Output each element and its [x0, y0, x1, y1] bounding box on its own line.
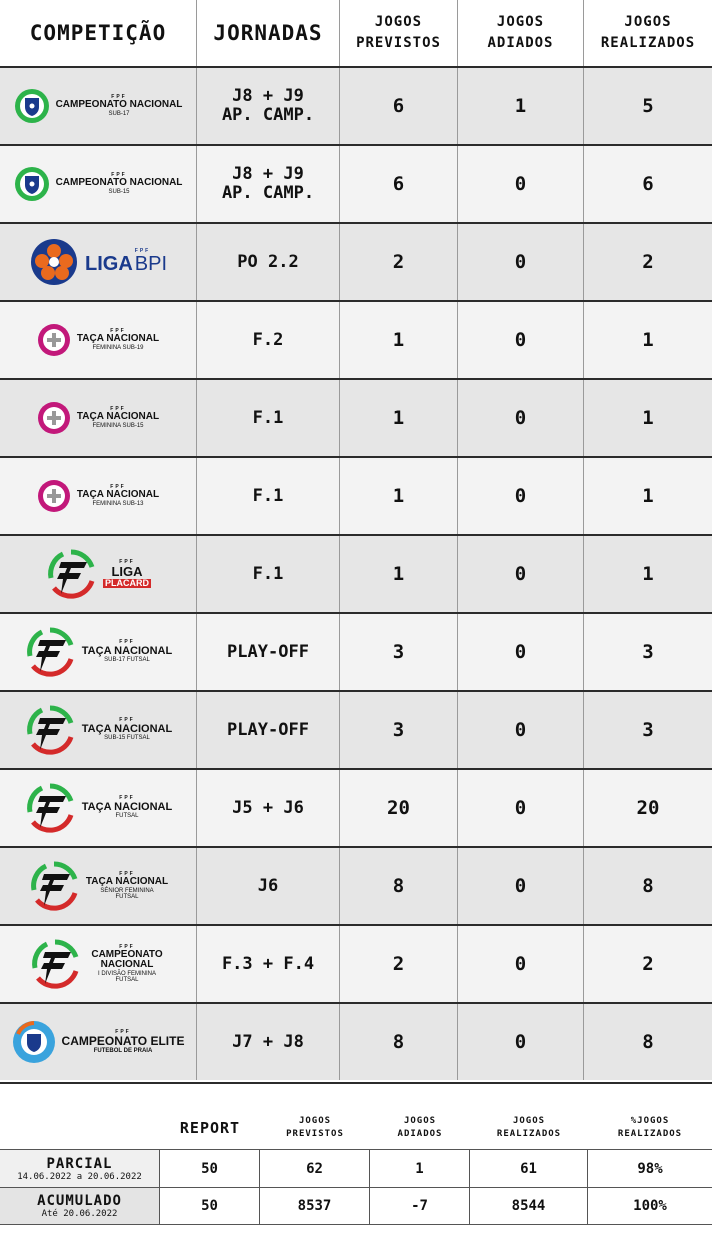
competition-logo: [0, 380, 197, 456]
acumulado-label-cell: [0, 1188, 160, 1224]
acumulado-dates: Até 20.06.2022: [41, 1209, 118, 1219]
table-row: [0, 924, 712, 1002]
competition-logo: [0, 68, 197, 144]
futsal-f-icon: [29, 938, 81, 990]
table-row: [0, 378, 712, 456]
competition-subtitle: FEMININA SUB-13: [92, 500, 144, 507]
fpf-label: FPF: [119, 558, 135, 565]
realizados-cell: 2: [642, 251, 654, 273]
previstos-cell: 1: [340, 302, 458, 378]
competition-subtitle: SUB-17 FUTSAL: [104, 657, 150, 664]
fpf-label: FPF: [115, 1028, 131, 1035]
competition-logo: [0, 770, 197, 846]
header-competicao: COMPETIÇÃO: [0, 0, 197, 66]
adiados-cell: 0: [458, 1004, 584, 1080]
previstos-cell: 1: [340, 380, 458, 456]
competition-logo: [0, 848, 197, 924]
previstos-cell: 8: [340, 848, 458, 924]
fpf-label: FPF: [134, 247, 151, 254]
competition-subtitle: FUTSAL: [115, 813, 139, 820]
parcial-adiados: 1: [370, 1150, 470, 1187]
realizados-cell: 6: [642, 173, 654, 195]
competition-logo: [0, 146, 197, 222]
taca-feminina-crest-icon: [37, 323, 71, 357]
adiados-cell: 0: [458, 458, 584, 534]
realizados-cell: 5: [642, 95, 654, 117]
previstos-cell: 3: [340, 692, 458, 768]
jornadas-cell: J6: [197, 848, 340, 924]
competition-logo: [0, 614, 197, 690]
table-row: [0, 846, 712, 924]
jornadas-cell: F.1: [197, 458, 340, 534]
adiados-cell: 0: [458, 536, 584, 612]
competition-logo: [0, 1004, 197, 1080]
header-jogos-adiados: JOGOS ADIADOS: [458, 0, 584, 66]
campeonato-nacional-crest-icon: [14, 166, 50, 202]
competition-logo: [0, 458, 197, 534]
jornadas-cell: F.1: [197, 536, 340, 612]
competition-name: [87, 945, 167, 984]
table-row: [0, 144, 712, 222]
competition-name: [77, 485, 159, 507]
competition-title: CAMPEONATO NACIONAL: [91, 948, 163, 971]
competition-title: LIGA: [111, 564, 143, 580]
futsal-f-icon: [24, 626, 76, 678]
fpf-label: FPF: [110, 483, 126, 490]
fpf-label: FPF: [119, 943, 135, 950]
competition-name: [77, 407, 159, 429]
competition-title: TAÇA NACIONAL: [85, 876, 169, 888]
liga-bpi-ball-icon: [29, 237, 79, 287]
taca-feminina-crest-icon: [37, 479, 71, 513]
parcial-label-cell: [0, 1150, 160, 1187]
competition-title: CAMPEONATO ELITE: [61, 1034, 185, 1049]
competition-subtitle: SÉNIOR FEMININA: [100, 887, 154, 894]
futsal-f-icon: [24, 704, 76, 756]
jornadas-cell: PLAY-OFF: [197, 692, 340, 768]
previstos-cell: 6: [340, 146, 458, 222]
jornadas-cell: J5 + J6: [197, 770, 340, 846]
header-jogos-previstos: JOGOS PREVISTOS: [340, 0, 458, 66]
acumulado-realizados: 8544: [470, 1188, 588, 1224]
jornadas-cell: J8 + J9 AP. CAMP.: [197, 68, 340, 144]
competition-subtitle: BPI: [134, 253, 168, 276]
competition-subtitle: SUB-15 FUTSAL: [104, 735, 150, 742]
table-row: [0, 300, 712, 378]
parcial-report: 50: [160, 1150, 260, 1187]
competition-subtitle: PLACARD: [105, 577, 149, 588]
table-row: [0, 456, 712, 534]
competition-subtitle: FEMININA SUB-19: [92, 344, 144, 351]
futebol-de-praia-crest-icon: [12, 1020, 56, 1064]
previstos-cell: 2: [340, 224, 458, 300]
competition-name: [56, 95, 183, 117]
competition-title: TAÇA NACIONAL: [76, 333, 160, 345]
jornadas-cell: J7 + J8: [197, 1004, 340, 1080]
fpf-label: FPF: [110, 405, 126, 412]
adiados-cell: 0: [458, 770, 584, 846]
realizados-cell: 1: [642, 485, 654, 507]
previstos-cell: 20: [340, 770, 458, 846]
jornadas-cell: J8 + J9 AP. CAMP.: [197, 146, 340, 222]
fpf-label: FPF: [110, 327, 126, 334]
competition-name: [62, 1030, 185, 1054]
fpf-label: FPF: [119, 639, 135, 646]
table-row: [0, 612, 712, 690]
acumulado-percent: 100%: [588, 1188, 712, 1224]
competition-name: [77, 329, 159, 351]
summary-table: [0, 1107, 712, 1225]
realizados-cell: 20: [636, 797, 660, 819]
fpf-label: FPF: [119, 795, 135, 802]
acumulado-adiados: -7: [370, 1188, 470, 1224]
competition-title: CAMPEONATO NACIONAL: [55, 177, 183, 189]
jornadas-cell: F.1: [197, 380, 340, 456]
table-row: [0, 690, 712, 768]
summary-header-adiados: JOGOS ADIADOS: [397, 1116, 443, 1139]
realizados-cell: 8: [642, 1031, 654, 1053]
realizados-cell: 3: [642, 641, 654, 663]
competition-subtitle: SUB-17: [108, 110, 130, 117]
table-row: [0, 66, 712, 144]
realizados-cell: 8: [642, 875, 654, 897]
realizados-cell: 1: [642, 329, 654, 351]
parcial-percent: 98%: [588, 1150, 712, 1187]
competition-title: CAMPEONATO NACIONAL: [55, 99, 183, 111]
competition-logo: [0, 692, 197, 768]
table-header: [0, 0, 712, 66]
futsal-f-icon: [28, 860, 80, 912]
competition-name: [82, 796, 172, 819]
table-row: [0, 534, 712, 612]
realizados-cell: 3: [642, 719, 654, 741]
previstos-cell: 2: [340, 926, 458, 1002]
table-row: [0, 222, 712, 300]
futsal-f-icon: [45, 548, 97, 600]
adiados-cell: 0: [458, 692, 584, 768]
acumulado-label: ACUMULADO: [37, 1193, 122, 1209]
fpf-label: FPF: [111, 171, 127, 178]
campeonato-nacional-crest-icon: [14, 88, 50, 124]
fpf-label: FPF: [111, 93, 127, 100]
competition-name: [85, 249, 167, 275]
competition-title: LIGA: [84, 253, 133, 276]
adiados-cell: 1: [458, 68, 584, 144]
summary-row-parcial: [0, 1149, 712, 1187]
competition-name: [86, 872, 168, 900]
table-row: [0, 1002, 712, 1080]
realizados-cell: 2: [642, 953, 654, 975]
summary-header-realizados: JOGOS REALIZADOS: [496, 1116, 562, 1139]
jornadas-cell: PLAY-OFF: [197, 614, 340, 690]
header-jogos-realizados: JOGOS REALIZADOS: [600, 14, 696, 51]
parcial-realizados: 61: [470, 1150, 588, 1187]
parcial-label: PARCIAL: [46, 1155, 113, 1172]
competition-subtitle: FEMININA SUB-15: [92, 422, 144, 429]
table-bottom-divider: [0, 1082, 712, 1084]
competition-logo: [0, 536, 197, 612]
competition-name: [82, 640, 172, 663]
taca-feminina-crest-icon: [37, 401, 71, 435]
previstos-cell: 1: [340, 458, 458, 534]
summary-header-spacer: [0, 1107, 160, 1149]
competition-title: TAÇA NACIONAL: [81, 722, 173, 735]
previstos-cell: 8: [340, 1004, 458, 1080]
competition-logo: [0, 224, 197, 300]
parcial-dates: 14.06.2022 a 20.06.2022: [17, 1171, 142, 1182]
adiados-cell: 0: [458, 146, 584, 222]
summary-header-percent: %JOGOS REALIZADOS: [617, 1116, 683, 1139]
adiados-cell: 0: [458, 926, 584, 1002]
summary-header-report: REPORT: [179, 1119, 241, 1137]
fpf-label: FPF: [119, 870, 135, 877]
adiados-cell: 0: [458, 848, 584, 924]
competition-subtitle: I DIVISÃO FEMININA: [97, 970, 156, 977]
competition-title: TAÇA NACIONAL: [76, 411, 160, 423]
competition-logo: [0, 926, 197, 1002]
competition-title: TAÇA NACIONAL: [81, 644, 173, 657]
competition-subtitle-2: FUTSAL: [115, 977, 139, 984]
acumulado-report: 50: [160, 1188, 260, 1224]
jornadas-cell: F.2: [197, 302, 340, 378]
competition-name: [103, 560, 151, 588]
jornadas-cell: PO 2.2: [197, 224, 340, 300]
previstos-cell: 6: [340, 68, 458, 144]
jornadas-cell: F.3 + F.4: [197, 926, 340, 1002]
competition-subtitle: FUTEBOL DE PRAIA: [93, 1047, 153, 1054]
competition-title: TAÇA NACIONAL: [76, 489, 160, 501]
summary-header-previstos: JOGOS PREVISTOS: [286, 1116, 344, 1139]
competition-subtitle-2: FUTSAL: [115, 893, 139, 900]
previstos-cell: 1: [340, 536, 458, 612]
adiados-cell: 0: [458, 302, 584, 378]
header-jornadas: JORNADAS: [197, 0, 340, 66]
competition-title: TAÇA NACIONAL: [81, 800, 173, 813]
summary-header: [0, 1107, 712, 1149]
acumulado-previstos: 8537: [260, 1188, 370, 1224]
fpf-label: FPF: [119, 717, 135, 724]
competition-name: [56, 173, 183, 195]
competition-logo: [0, 302, 197, 378]
competition-subtitle: SUB-15: [108, 188, 130, 195]
table-row: [0, 768, 712, 846]
adiados-cell: 0: [458, 380, 584, 456]
realizados-cell: 1: [642, 407, 654, 429]
summary-row-acumulado: [0, 1187, 712, 1225]
competition-name: [82, 718, 172, 741]
previstos-cell: 3: [340, 614, 458, 690]
realizados-cell: 1: [642, 563, 654, 585]
futsal-f-icon: [24, 782, 76, 834]
adiados-cell: 0: [458, 614, 584, 690]
adiados-cell: 0: [458, 224, 584, 300]
parcial-previstos: 62: [260, 1150, 370, 1187]
